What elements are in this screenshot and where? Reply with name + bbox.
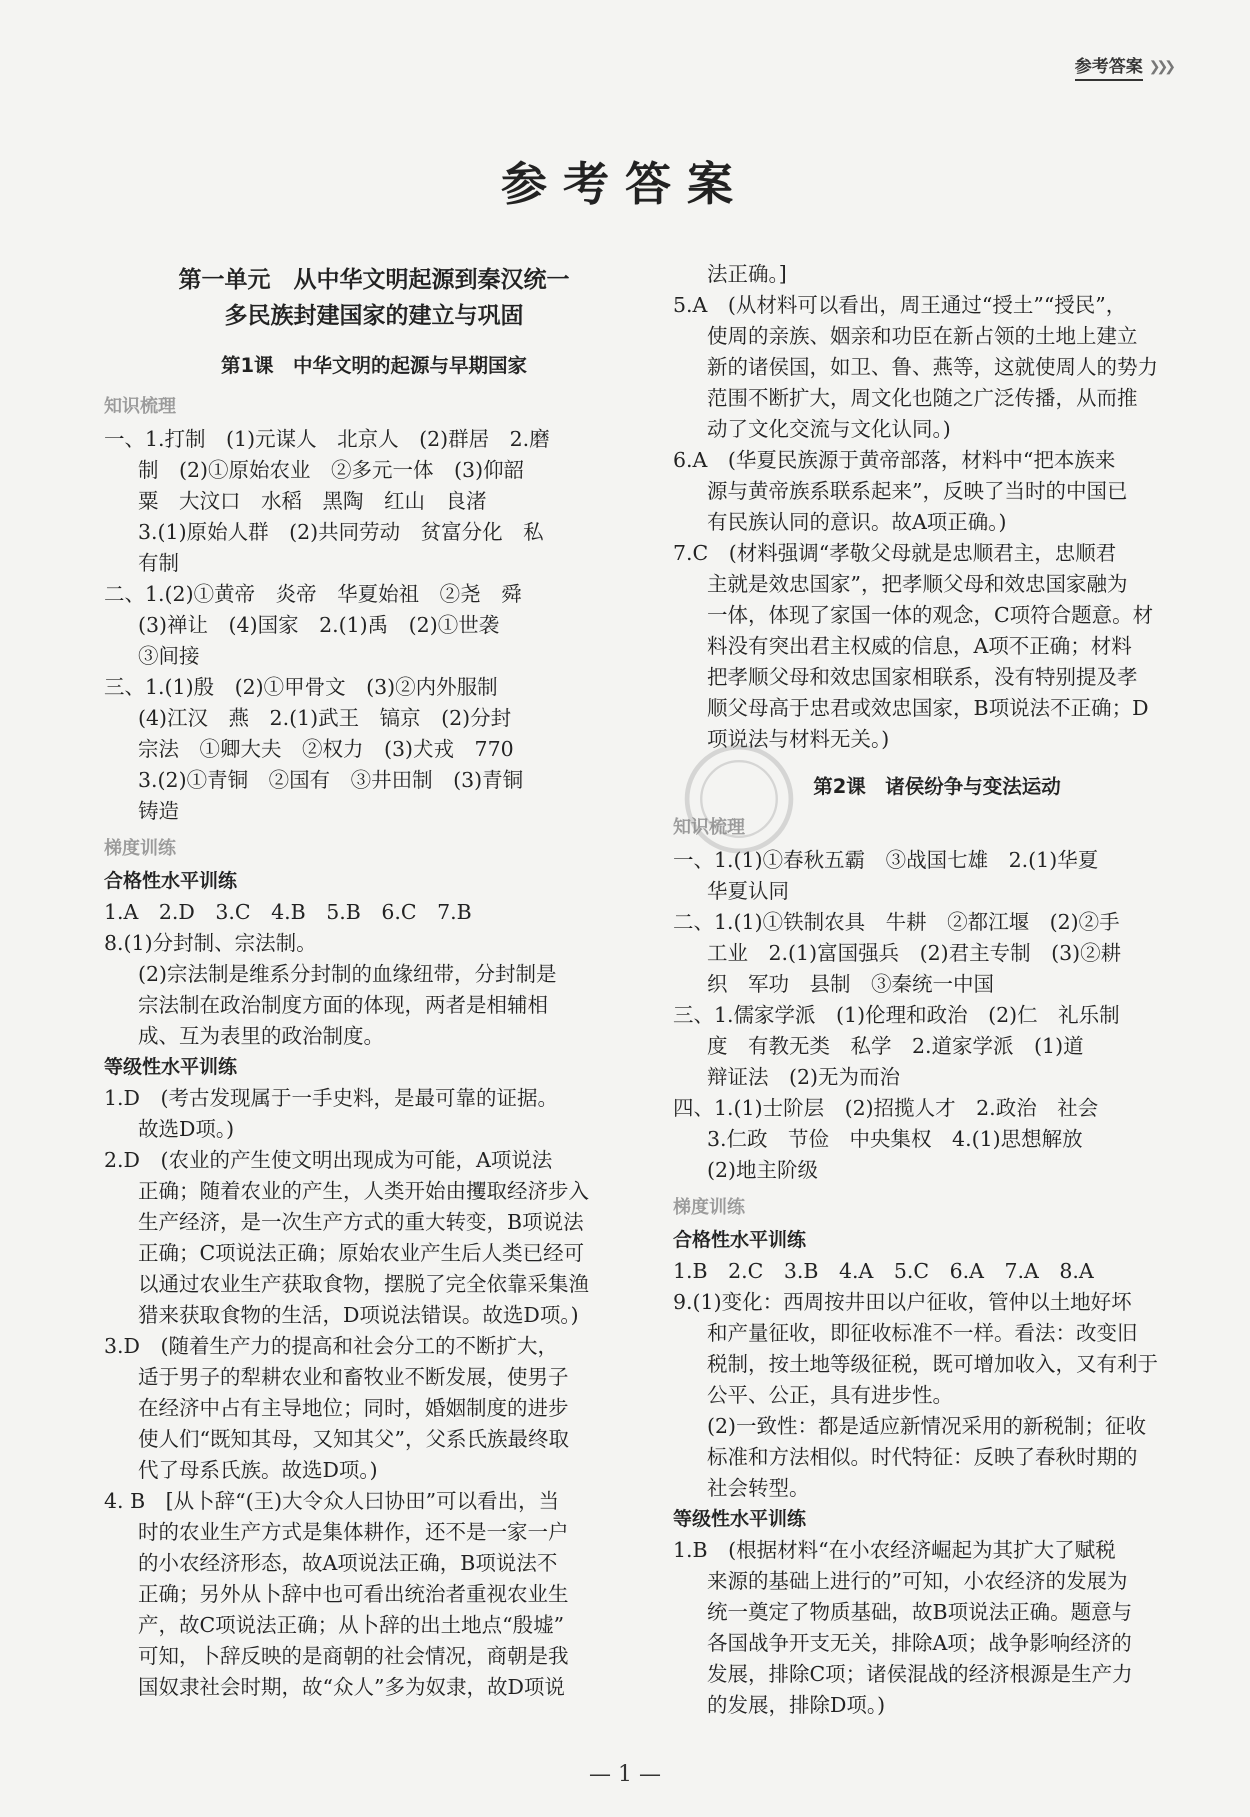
text-line: 使周的亲族、姻亲和功臣在新占领的土地上建立 [707, 324, 1138, 348]
text-line: 适于男子的犁耕农业和畜牧业不断发展，使男子 [138, 1365, 569, 1389]
text-line: 6.A (华夏民族源于黄帝部落，材料中“把本族来 [673, 448, 1116, 472]
text-line: 以通过农业生产获取食物，摆脱了完全依靠采集渔 [138, 1272, 589, 1296]
text-line: 猎来获取食物的生活，D项说法错误。故选D项。) [138, 1303, 579, 1327]
text-line: 3.(2)①青铜 ②国有 ③井田制 (3)青铜 [138, 768, 524, 792]
text-line: 3.D (随着生产力的提高和社会分工的不断扩大， [104, 1334, 558, 1358]
text-line: 统一奠定了物质基础，故B项说法正确。题意与 [707, 1600, 1133, 1624]
text-line: 2.D (农业的产生使文明出现成为可能，A项说法 [104, 1148, 553, 1172]
text-line: 顺父母高于忠君或效忠国家，B项说法不正确；D [707, 696, 1149, 720]
text-line: 一、1.打制 (1)元谋人 北京人 (2)群居 2.磨 [104, 427, 550, 451]
text-line: 1.B (根据材料“在小农经济崛起为其扩大了赋税 [673, 1538, 1116, 1562]
text-line: 源与黄帝族系联系起来”，反映了当时的中国已 [707, 479, 1128, 503]
text-line: 有制 [138, 551, 179, 575]
text-line: 二、1.(2)①黄帝 炎帝 华夏始祖 ②尧 舜 [104, 582, 522, 606]
text-line: 把孝顺父母和效忠国家相联系，没有特别提及孝 [707, 665, 1138, 689]
text-line: 产，故C项说法正确；从卜辞的出土地点“殷墟” [138, 1613, 565, 1637]
text-line: 范围不断扩大，周文化也随之广泛传播，从而推 [707, 386, 1138, 410]
text-line: 的小农经济形态，故A项说法正确，B项说法不 [138, 1551, 558, 1575]
right-column [673, 259, 1201, 1721]
text-line: 正确；另外从卜辞中也可看出统治者重视农业生 [138, 1582, 569, 1606]
page-header [1075, 52, 1172, 81]
text-line: 料没有突出君主权威的信息，A项不正确；材料 [707, 634, 1132, 658]
page-title: 参考答案 [501, 157, 749, 211]
text-line: ③间接 [138, 644, 200, 668]
text-line: 一、1.(1)①春秋五霸 ③战国七雄 2.(1)华夏 [673, 848, 1099, 872]
text-line: (2)地主阶级 [707, 1158, 819, 1182]
text-line: 正确；C项说法正确；原始农业产生后人类已经可 [138, 1241, 585, 1265]
text-line: 3.仁政 节俭 中央集权 4.(1)思想解放 [707, 1127, 1083, 1151]
text-line: 可知，卜辞反映的是商朝的社会情况，商朝是我 [138, 1644, 569, 1668]
text-line: 故选D项。) [138, 1117, 235, 1141]
text-line: 三、1.(1)殷 (2)①甲骨文 (3)②内外服制 [104, 675, 498, 699]
text-line: 1.B 2.C 3.B 4.A 5.C 6.A 7.A 8.A [673, 1259, 1094, 1283]
text-line: 项说法与材料无关。) [707, 727, 890, 751]
text-line: 宗法制在政治制度方面的体现，两者是相辅相 [138, 993, 548, 1017]
text-line: 的发展，排除D项。) [707, 1693, 886, 1717]
text-line: 华夏认同 [707, 879, 789, 903]
text-line: 发展，排除C项；诸侯混战的经济根源是生产力 [707, 1662, 1133, 1686]
text-line: 公平、公正，具有进步性。 [707, 1383, 953, 1407]
text-line: 1.D (考古发现属于一手史料，是最可靠的证据。 [104, 1086, 558, 1110]
text-line: 成、互为表里的政治制度。 [138, 1024, 384, 1048]
text-line: 1.A 2.D 3.C 4.B 5.B 6.C 7.B [104, 900, 472, 924]
left-column [104, 262, 644, 1703]
text-line: 主就是效忠国家”，把孝顺父母和效忠国家融为 [707, 572, 1128, 596]
basic-level-heading: 合格性水平训练 [104, 870, 238, 892]
lesson-1-title: 第1课 中华文明的起源与早期国家 [220, 354, 528, 377]
text-line: 四、1.(1)士阶层 (2)招揽人才 2.政治 社会 [673, 1096, 1099, 1120]
text-line: 时的农业生产方式是集体耕作，还不是一家一户 [138, 1520, 569, 1544]
text-line: 代了母系氏族。故选D项。) [138, 1458, 378, 1482]
text-line: (3)禅让 (4)国家 2.(1)禹 (2)①世袭 [138, 613, 500, 637]
text-line: 工业 2.(1)富国强兵 (2)君主专制 (3)②耕 [707, 941, 1122, 965]
text-line: 新的诸侯国，如卫、鲁、燕等，这就使周人的势力 [707, 355, 1158, 379]
text-line: 辩证法 (2)无为而治 [707, 1065, 901, 1089]
unit-title: 第一单元 从中华文明起源到秦汉统一 多民族封建国家的建立与巩固 [178, 267, 570, 329]
text-line: 4. B [从卜辞“(王)大令众人曰协田”可以看出，当 [104, 1489, 560, 1513]
text-line: (4)江汉 燕 2.(1)武王 镐京 (2)分封 [138, 706, 512, 730]
text-line: 国奴隶社会时期，故“众人”多为奴隶，故D项说 [138, 1675, 565, 1699]
text-line: 度 有教无类 私学 2.道家学派 (1)道 [707, 1034, 1084, 1058]
section-training: 梯度训练 [673, 1197, 745, 1218]
text-line: 三、1.儒家学派 (1)伦理和政治 (2)仁 礼乐制 [673, 1003, 1120, 1027]
text-line: 5.A (从材料可以看出，周王通过“授土”“授民”， [673, 293, 1127, 317]
text-line: 一体，体现了家国一体的观念，C项符合题意。材 [707, 603, 1154, 627]
text-line: 有民族认同的意识。故A项正确。) [707, 510, 1007, 534]
text-line: 制 (2)①原始农业 ②多元一体 (3)仰韶 [138, 458, 525, 482]
text-line: 社会转型。 [707, 1476, 810, 1500]
basic-level-heading: 合格性水平训练 [673, 1229, 807, 1251]
header-label: 参考答案 [1075, 52, 1143, 81]
text-line: 使人们“既知其母，又知其父”，父系氏族最终取 [138, 1427, 569, 1451]
section-knowledge: 知识梳理 [104, 396, 176, 417]
text-line: 铸造 [138, 799, 179, 823]
text-line: 3.(1)原始人群 (2)共同劳动 贫富分化 私 [138, 520, 544, 544]
text-line: 生产经济，是一次生产方式的重大转变，B项说法 [138, 1210, 584, 1234]
text-line: 宗法 ①卿大夫 ②权力 (3)犬戎 770 [138, 737, 514, 761]
text-line: 9.(1)变化：西周按井田以户征收，管仲以土地好坏 [673, 1290, 1132, 1314]
text-line: 织 军功 县制 ③秦统一中国 [707, 972, 994, 996]
text-line: 法正确。] [707, 262, 787, 286]
advanced-level-heading: 等级性水平训练 [104, 1056, 238, 1078]
text-line: 各国战争开支无关，排除A项；战争影响经济的 [707, 1631, 1132, 1655]
text-line: 8.(1)分封制、宗法制。 [104, 931, 317, 955]
text-line: 标准和方法相似。时代特征：反映了春秋时期的 [707, 1445, 1138, 1469]
text-line: 税制，按土地等级征税，既可增加收入，又有利于 [707, 1352, 1158, 1376]
text-line: 正确；随着农业的产生，人类开始由攫取经济步入 [138, 1179, 589, 1203]
text-line: 粟 大汶口 水稻 黑陶 红山 良渚 [138, 489, 487, 513]
text-line: 在经济中占有主导地位；同时，婚姻制度的进步 [138, 1396, 569, 1420]
text-line: (2)宗法制是维系分封制的血缘纽带，分封制是 [138, 962, 557, 986]
text-line: 和产量征收，即征收标准不一样。看法：改变旧 [707, 1321, 1138, 1345]
text-line: 来源的基础上进行的”可知，小农经济的发展为 [707, 1569, 1128, 1593]
chevron-right-icon: ❯❯❯ [1148, 58, 1172, 75]
text-line: (2)一致性：都是适应新情况采用的新税制；征收 [707, 1414, 1147, 1438]
section-training: 梯度训练 [104, 838, 176, 859]
text-line: 动了文化交流与文化认同。) [707, 417, 951, 441]
text-line: 7.C (材料强调“孝敬父母就是忠顺君主，忠顺君 [673, 541, 1117, 565]
text-line: 二、1.(1)①铁制农具 牛耕 ②都江堰 (2)②手 [673, 910, 1120, 934]
section-knowledge: 知识梳理 [673, 817, 745, 838]
page-number: — 1 — [0, 1762, 1250, 1787]
lesson-2-title: 第2课 诸侯纷争与变法运动 [813, 775, 1061, 798]
advanced-level-heading: 等级性水平训练 [673, 1508, 807, 1530]
watermark-stamp-icon [680, 740, 798, 858]
